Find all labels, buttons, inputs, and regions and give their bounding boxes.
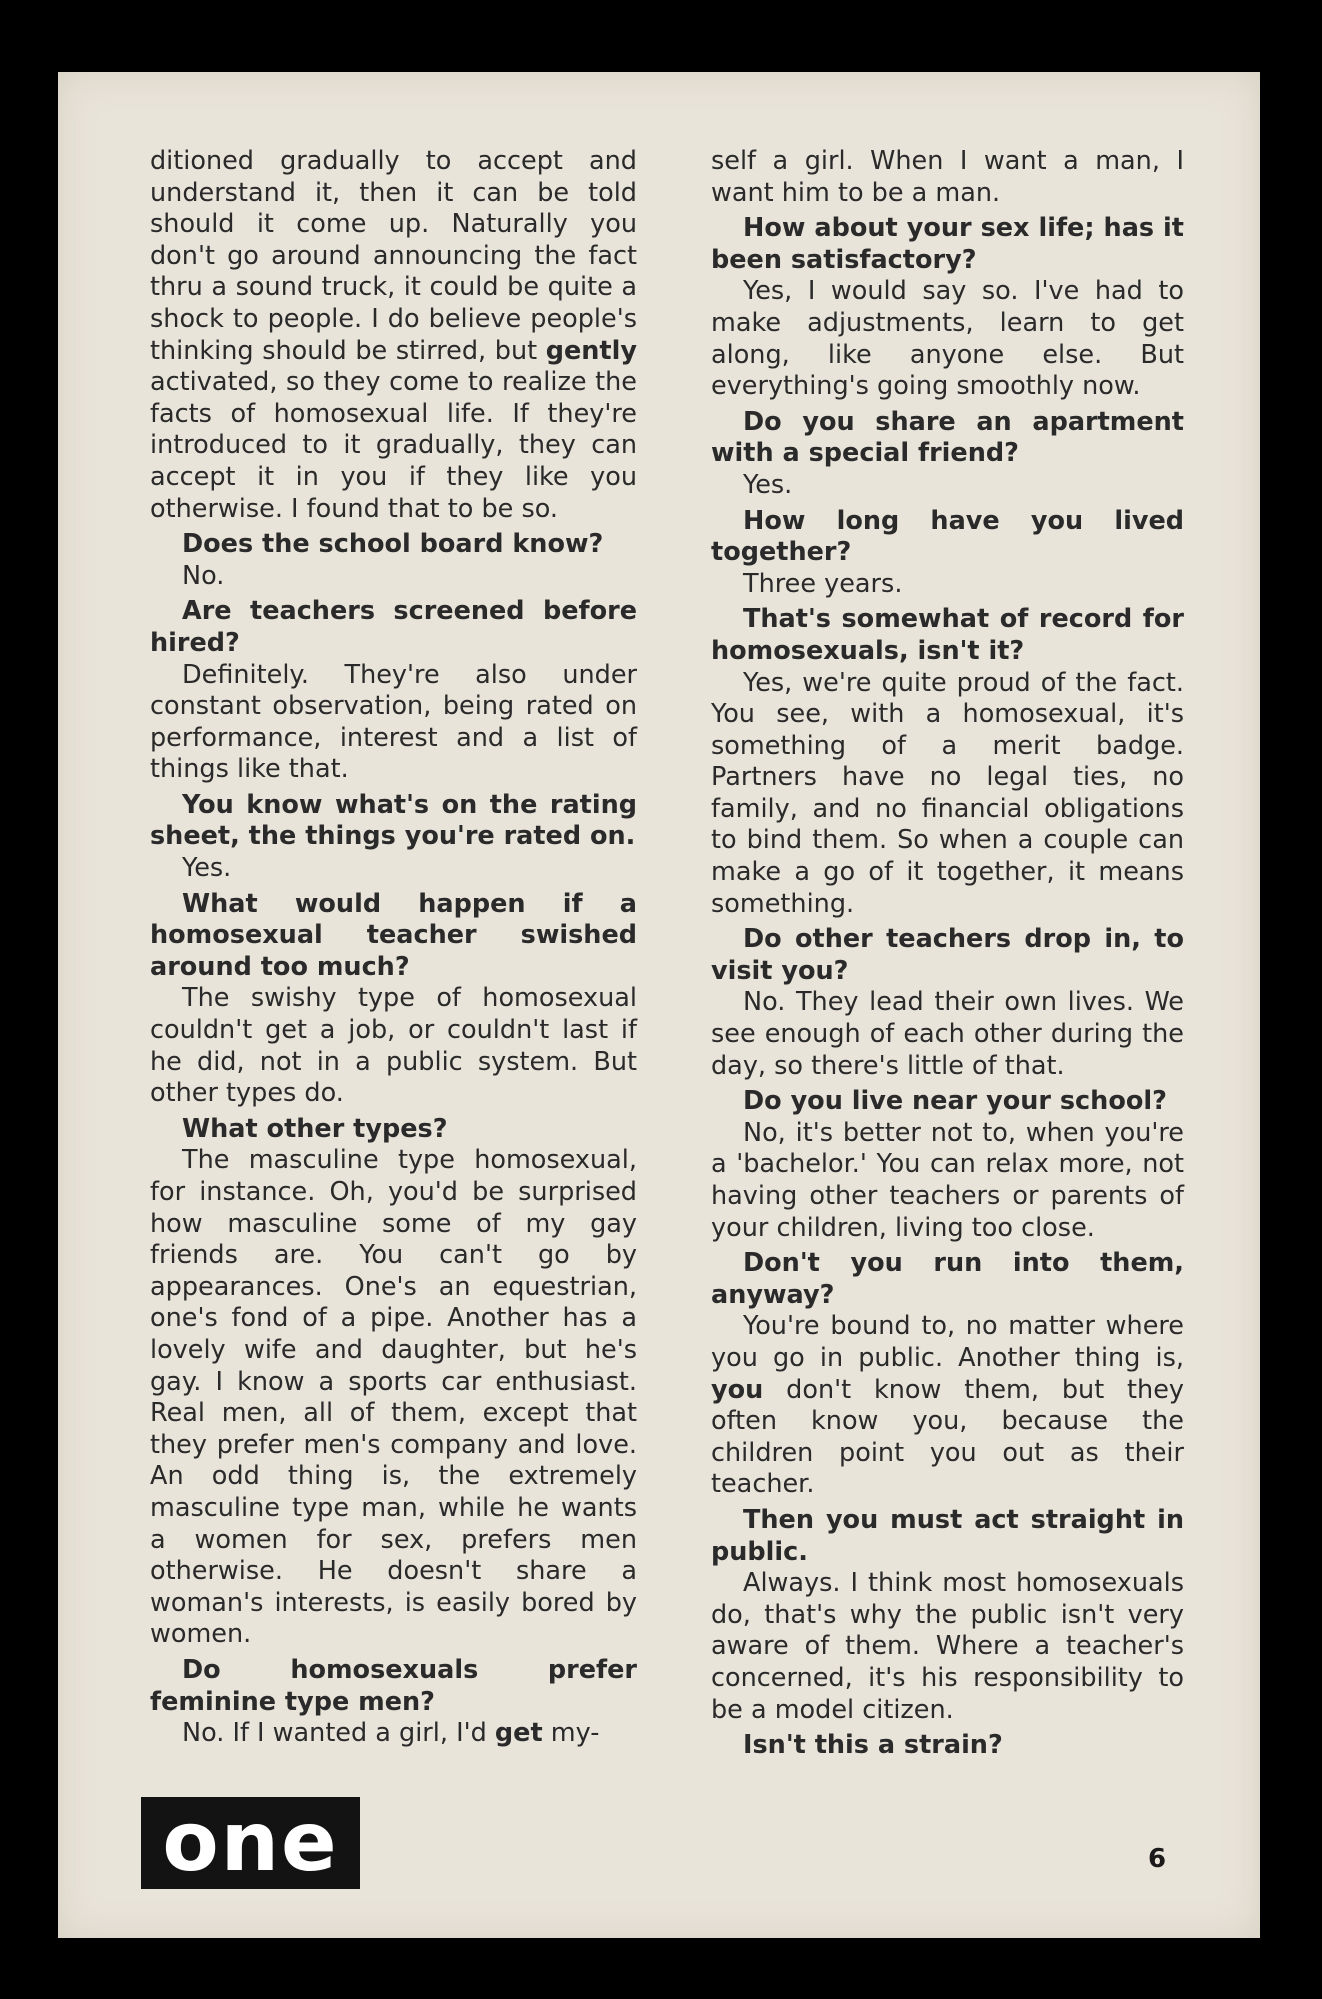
emphasis: you (711, 1374, 764, 1405)
page-number: 6 (1148, 1844, 1167, 1874)
question: You know what's on the rating sheet, the things you're rated on. (150, 789, 637, 852)
left-column (150, 146, 637, 1750)
answer: The swishy type of homosexual couldn't get a job, or couldn't last if he did, not in a public system. But other types do. (150, 983, 637, 1109)
magazine-logo: one (141, 1797, 360, 1889)
question: What other types? (182, 1113, 448, 1144)
question: That's somewhat of record for homosexuals, isn't it? (711, 604, 1184, 666)
question: Are teachers screened before hired? (150, 596, 637, 658)
question: Don't you run into them, anyway? (711, 1248, 1184, 1310)
question: Do homosexuals prefer feminine type men? (150, 1654, 637, 1717)
question: How long have you lived together? (711, 505, 1184, 568)
answer: Yes. (743, 469, 793, 500)
answer: Yes, I would say so. I've had to make adjustments, learn to get along, like anyone else. But everything's going smoothly now. (711, 276, 1184, 402)
answer: No. (182, 560, 225, 591)
question: Then you must act straight in public. (711, 1504, 1184, 1567)
paragraph: ditioned gradually to accept and understand it, then it can be told should it come up. Naturally you don't go around announcing the fact thru a sound truck, it could be quite a shock to people. I do believe people's thinking should be stirred, but gently activated, so they come to realize the facts of homosexual life. If they're introduced to it gradually, they can accept it in you if they like you otherwise. I found that to be so. (150, 146, 637, 524)
question: How about your sex life; has it been satisfactory? (711, 213, 1184, 275)
answer: Yes, we're quite proud of the fact. You see, with a homosexual, it's something of a merit badge. Partners have no legal ties, no family, and no financial obligations to bind them. So when a couple can make a go of it together, it means something. (711, 667, 1184, 919)
question: Do other teachers drop in, to visit you? (711, 924, 1184, 986)
question: Does the school board know? (182, 529, 604, 560)
emphasis: gently (545, 335, 637, 366)
answer: No. They lead their own lives. We see enough of each other during the day, so there's little of that. (711, 987, 1184, 1081)
answer: Always. I think most homosexuals do, that's why the public isn't very aware of them. Where a teacher's concerned, it's his responsibility to be a model citizen. (711, 1568, 1184, 1725)
question: Isn't this a strain? (743, 1730, 1003, 1761)
question: What would happen if a homosexual teacher swished around too much? (150, 888, 637, 982)
answer: Definitely. They're also under constant observation, being rated on performance, interest and a list of things like that. (150, 659, 637, 785)
question: Do you share an apartment with a special friend? (711, 406, 1184, 469)
right-column (711, 146, 1184, 1762)
answer: Yes. (182, 853, 232, 884)
answer: You're bound to, no matter where you go in public. Another thing is, you don't know them, but they often know you, because the children point you out as their teacher. (711, 1311, 1184, 1500)
emphasis: get (494, 1718, 543, 1749)
answer: No. If I wanted a girl, I'd get my- (182, 1718, 600, 1749)
magazine-page (58, 72, 1260, 1938)
question: Do you live near your school? (743, 1086, 1167, 1117)
answer: Three years. (743, 568, 903, 599)
answer: The masculine type homosexual, for instance. Oh, you'd be surprised how masculine some of my gay friends are. You can't go by appearances. One's an equestrian, one's fond of a pipe. Another has a lovely wife and daughter, but he's gay. I know a sports car enthusiast. Real men, all of them, except that they prefer men's company and love. An odd thing is, the extremely masculine type man, while he wants a women for sex, prefers men otherwise. He doesn't share a woman's interests, is easily bored by women. (150, 1145, 637, 1650)
answer: No, it's better not to, when you're a 'bachelor.' You can relax more, not having other teachers or parents of your children, living too close. (711, 1117, 1184, 1243)
paragraph: self a girl. When I want a man, I want him to be a man. (711, 146, 1184, 208)
